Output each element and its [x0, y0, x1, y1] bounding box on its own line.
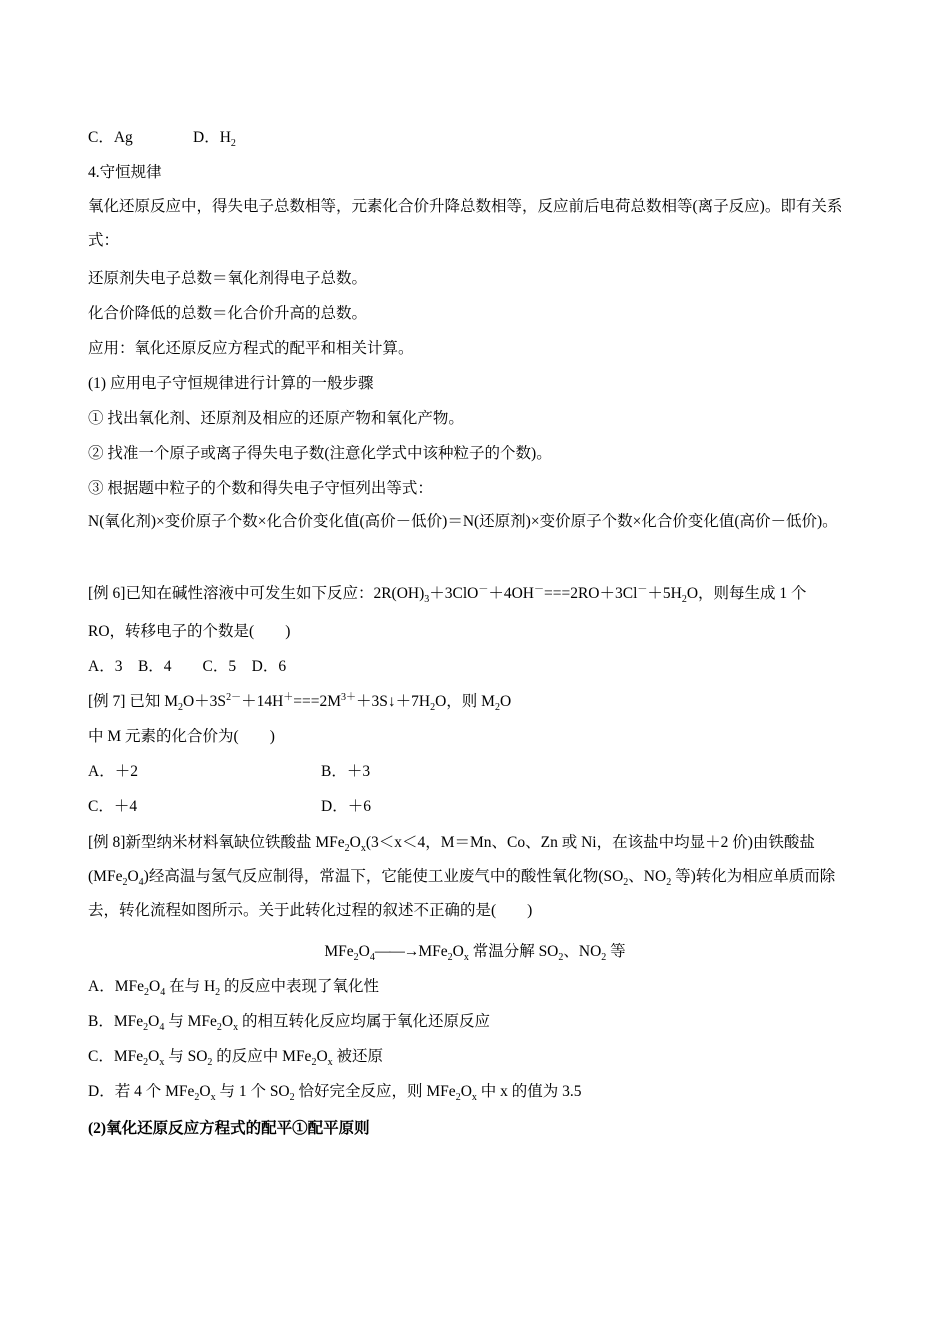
optd-sub-1: 2: [194, 1092, 200, 1104]
opta-sub-3: 2: [215, 987, 221, 999]
optb-part-d: O: [221, 1013, 234, 1030]
optd-part-d: 恰好完全反应，则 MFe: [294, 1083, 456, 1100]
ex6-part-a: [例 6]已知在碱性溶液中可发生如下反应：2R(OH): [88, 585, 425, 602]
relation-1: 还原剂失电子总数＝氧化剂得电子总数。: [88, 270, 368, 287]
ex7-sub-1: 2: [177, 702, 183, 714]
ex7-sub-3: 2: [494, 702, 500, 714]
ex7-option-d: D．＋6: [321, 798, 371, 815]
flow-sub-4: x: [463, 952, 469, 964]
optd-part-b: O: [199, 1083, 211, 1100]
optb-sub-1: 2: [143, 1022, 149, 1034]
example-6-line-2: RO，转移电子的个数是( ): [88, 623, 291, 640]
formula-paragraph: N(氧化剂)×变价原子个数×化合价变化值(高价－低价)＝N(还原剂)×变价原子个数×化合价变化值(高价－低价)。: [88, 513, 838, 530]
option-d-sub: 2: [230, 138, 236, 150]
opta-sub-1: 2: [143, 987, 149, 999]
ex7-part-b: O＋3S: [182, 693, 227, 710]
flow-sub-6: 2: [601, 952, 607, 964]
ex8-option-d: [88, 1082, 582, 1102]
conversion-flow: [0, 942, 950, 962]
optc-part-f: 被还原: [332, 1048, 384, 1065]
optc-sub-5: x: [327, 1057, 333, 1069]
ex7-sup-3: 3＋: [341, 691, 357, 703]
option-line-c-d: [88, 128, 236, 150]
ex8-sub-1: 2: [344, 843, 350, 855]
optb-sub-2: 4: [159, 1022, 165, 1034]
flow-arrow-icon: ——→: [374, 943, 419, 960]
ex7-part-a: [例 7] 已知 M: [88, 693, 178, 710]
opta-part-a: A．MFe: [88, 978, 144, 995]
step-2: ② 找准一个原子或离子得失电子数(注意化学式中该种粒子的个数)。: [88, 445, 552, 462]
optc-sub-4: 2: [311, 1057, 317, 1069]
ex6-part-c: ＋4OH: [488, 585, 534, 602]
ex7-part-c: ＋14H: [241, 693, 284, 710]
flow-part-a: MFe: [324, 943, 354, 960]
ex6-sup-1: －: [478, 583, 489, 595]
step-3: ③ 根据题中粒子的个数和得失电子守恒列出等式：: [88, 480, 433, 497]
ex8-sub-2: x: [360, 843, 366, 855]
intro-paragraph: 氧化还原反应中，得失电子总数相等，元素化合价升降总数相等，反应前后电荷总数相等(离子反应)。即有关系式：: [88, 198, 843, 249]
optc-sub-3: 2: [207, 1057, 213, 1069]
example-6-options: A．3 B．4 C．5 D．6: [88, 658, 287, 675]
relation-2: 化合价降低的总数＝化合价升高的总数。: [88, 305, 368, 322]
flow-part-g: 等: [606, 943, 626, 960]
example-7-line-1: [88, 692, 511, 712]
optb-part-a: B．MFe: [88, 1013, 144, 1030]
ex7-option-c: C．＋4: [88, 798, 138, 815]
example-6-line-1: [88, 584, 807, 604]
ex6-sub-3: 3: [424, 594, 430, 606]
step-1: ① 找出氧化剂、还原剂及相应的还原产物和氧化产物。: [88, 410, 464, 427]
ex6-part-f: O，则每生成 1 个: [686, 585, 807, 602]
opta-part-c: 在与 H: [165, 978, 216, 995]
ex8-part-4: O: [127, 868, 139, 885]
optd-part-f: 中 x 的值为 3.5: [476, 1083, 582, 1100]
option-c-text: C．Ag: [88, 129, 133, 146]
optd-part-e: O: [460, 1083, 472, 1100]
ex7-option-a: A．＋2: [88, 763, 138, 780]
optc-part-d: 的反应中 MFe: [212, 1048, 312, 1065]
optb-part-b: O: [148, 1013, 160, 1030]
flow-sub-5: 2: [558, 952, 564, 964]
example-7-options-row-1: [88, 762, 371, 782]
ex7-part-d: ===2M: [293, 693, 342, 710]
ex7-part-e: ＋3S↓＋7H: [356, 693, 431, 710]
example-8-paragraph: [88, 826, 864, 928]
ex8-sub-3: 2: [122, 877, 128, 889]
ex8-part-3: (3＜x＜4，M＝Mn、Co、Zn 或 Ni，在该盐中均显＋2 价)由铁酸盐(MFe: [88, 834, 815, 885]
optc-part-a: C．MFe: [88, 1048, 144, 1065]
section-4-title: 4.守恒规律: [88, 164, 162, 181]
optd-sub-4: 2: [455, 1092, 461, 1104]
flow-part-e: 常温分解 SO: [468, 943, 559, 960]
optd-part-c: 与 1 个 SO: [215, 1083, 290, 1100]
option-d-text: [193, 128, 236, 148]
ex7-part-f: O，则 M: [435, 693, 495, 710]
flow-part-c: MFe: [418, 943, 448, 960]
optb-part-c: 与 MFe: [164, 1013, 217, 1030]
optd-sub-2: x: [210, 1092, 216, 1104]
ex7-part-g: O: [499, 693, 512, 710]
ex8-part-5: )经高温与氢气反应制得，常温下，它能使工业废气中的酸性氧化物(SO: [143, 868, 624, 885]
ex7-option-b: B．＋3: [321, 763, 371, 780]
flow-part-f: 、NO: [563, 943, 602, 960]
opta-sub-2: 4: [160, 987, 166, 999]
optc-sub-2: x: [159, 1057, 165, 1069]
flow-sub-1: 2: [353, 952, 359, 964]
section-2-title: (2)氧化还原反应方程式的配平①配平原则: [88, 1120, 370, 1137]
ex8-sub-5: 2: [623, 877, 629, 889]
ex8-option-c: [88, 1047, 383, 1067]
flow-sub-3: 2: [447, 952, 453, 964]
ex6-part-d: ===2RO＋3Cl: [543, 585, 638, 602]
ex8-part-1: [例 8]新型纳米材料氧缺位铁酸盐 MFe: [88, 834, 345, 851]
ex8-part-6: 、NO: [628, 868, 667, 885]
ex8-part-7: 等)转化为相应单质而除去，转化流程如图所示。关于此转化过程的叙述不正确的是( ): [88, 868, 836, 919]
ex8-option-b: [88, 1012, 490, 1032]
optd-sub-3: 2: [289, 1092, 295, 1104]
opta-part-d: 的反应中表现了氧化性: [220, 978, 380, 995]
ex8-sub-4: 4: [138, 877, 144, 889]
ex8-option-a: [88, 977, 379, 997]
ex6-sup-2: －: [533, 583, 544, 595]
example-7-line-2: 中 M 元素的化合价为( ): [88, 728, 275, 745]
flow-part-b: O: [358, 943, 370, 960]
ex8-part-2: O: [349, 834, 361, 851]
opta-part-b: O: [148, 978, 161, 995]
optd-sub-5: x: [471, 1092, 477, 1104]
ex6-part-e: ＋5H: [647, 585, 682, 602]
optc-part-c: 与 SO: [164, 1048, 208, 1065]
step-title: (1) 应用电子守恒规律进行计算的一般步骤: [88, 375, 374, 392]
flow-sub-2: 4: [369, 952, 375, 964]
optb-sub-4: x: [233, 1022, 239, 1034]
optc-part-e: O: [316, 1048, 328, 1065]
optc-sub-1: 2: [143, 1057, 149, 1069]
option-d-prefix: D．H: [193, 129, 231, 146]
optd-part-a: D．若 4 个 MFe: [88, 1083, 195, 1100]
ex7-sup-2: ＋: [283, 691, 294, 703]
ex7-sub-2: 2: [430, 702, 436, 714]
ex6-sub-2: 2: [681, 594, 687, 606]
ex6-sup-3: －: [637, 583, 648, 595]
optb-sub-3: 2: [216, 1022, 222, 1034]
ex8-sub-6: 2: [666, 877, 672, 889]
flow-part-d: O: [452, 943, 464, 960]
application-line: 应用：氧化还原反应方程式的配平和相关计算。: [88, 340, 414, 357]
ex6-part-b: ＋3ClO: [429, 585, 479, 602]
optb-part-e: 的相互转化反应均属于氧化还原反应: [238, 1013, 490, 1030]
optc-part-b: O: [148, 1048, 160, 1065]
ex7-sup-1: 2－: [226, 691, 242, 703]
example-7-options-row-2: [88, 797, 371, 817]
